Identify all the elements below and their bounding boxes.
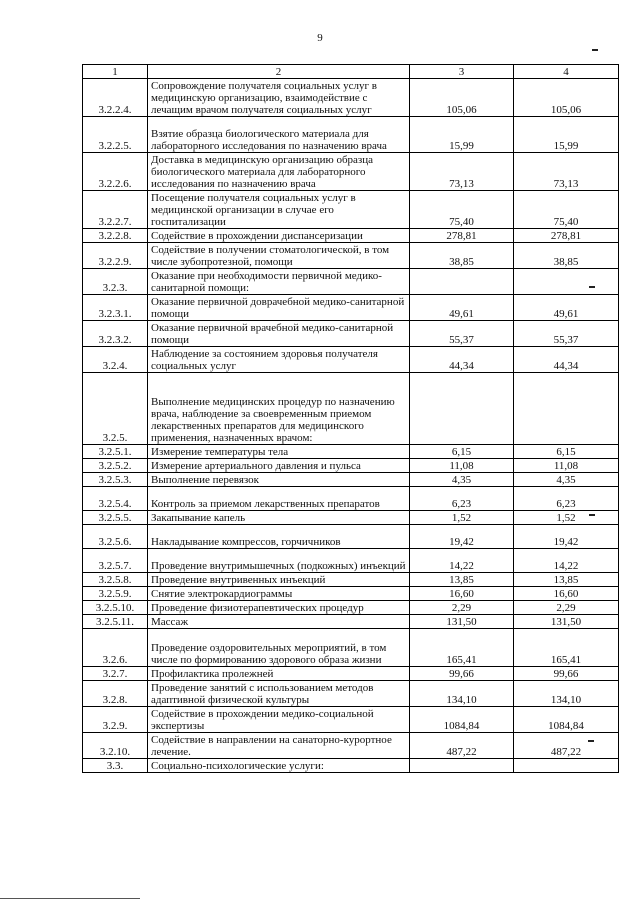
row-code: 3.2.2.5. (83, 117, 148, 153)
row-value-col4: 1,52 (514, 511, 619, 525)
row-value-col4: 1084,84 (514, 707, 619, 733)
row-code: 3.2.2.8. (83, 229, 148, 243)
row-service-name: Выполнение перевязок (148, 473, 410, 487)
row-value-col3: 6,23 (410, 487, 514, 511)
row-value-col3: 134,10 (410, 681, 514, 707)
row-code: 3.2.4. (83, 347, 148, 373)
row-code: 3.2.5. (83, 373, 148, 445)
row-code: 3.2.5.10. (83, 601, 148, 615)
table-row (83, 707, 619, 733)
row-value-col4: 11,08 (514, 459, 619, 473)
row-value-col4: 75,40 (514, 191, 619, 229)
row-value-col3: 11,08 (410, 459, 514, 473)
row-value-col3: 15,99 (410, 117, 514, 153)
services-tariff-table (82, 64, 619, 773)
row-service-name: Проведение внутримышечных (подкожных) инъекций (148, 549, 410, 573)
row-code: 3.2.5.11. (83, 615, 148, 629)
row-service-name: Оказание первичной доврачебной медико-санитарной помощи (148, 295, 410, 321)
table-row (83, 587, 619, 601)
row-service-name: Взятие образца биологического материала для лабораторного исследования по назначению врача (148, 117, 410, 153)
row-service-name: Проведение оздоровительных мероприятий, в том числе по формированию здорового образа жизни (148, 629, 410, 667)
row-value-col4: 134,10 (514, 681, 619, 707)
row-value-col4: 16,60 (514, 587, 619, 601)
scan-mark (592, 49, 598, 51)
row-service-name: Накладывание компрессов, горчичников (148, 525, 410, 549)
row-value-col4: 38,85 (514, 243, 619, 269)
table-row (83, 573, 619, 587)
row-service-name: Проведение занятий с использованием методов адаптивной физической культуры (148, 681, 410, 707)
row-value-col4 (514, 269, 619, 295)
table-row (83, 79, 619, 117)
table-row (83, 525, 619, 549)
page-number: 9 (317, 32, 323, 44)
row-value-col3 (410, 373, 514, 445)
table-row (83, 681, 619, 707)
table-header-row (83, 65, 619, 79)
row-value-col3: 4,35 (410, 473, 514, 487)
row-code: 3.2.2.9. (83, 243, 148, 269)
row-value-col3: 1084,84 (410, 707, 514, 733)
row-service-name: Закапывание капель (148, 511, 410, 525)
row-service-name: Измерение артериального давления и пульса (148, 459, 410, 473)
row-value-col4: 14,22 (514, 549, 619, 573)
row-code: 3.2.3.2. (83, 321, 148, 347)
row-service-name: Проведение физиотерапевтических процедур (148, 601, 410, 615)
row-service-name: Сопровождение получателя социальных услуг в медицинскую организацию, взаимодействие с лечащим врачом получателя социальных услуг (148, 79, 410, 117)
row-service-name: Социально-психологические услуги: (148, 759, 410, 773)
row-value-col3 (410, 269, 514, 295)
table-row (83, 269, 619, 295)
table-row (83, 473, 619, 487)
column-header: 3 (410, 65, 514, 79)
row-value-col3: 131,50 (410, 615, 514, 629)
column-header: 1 (83, 65, 148, 79)
row-code: 3.2.5.5. (83, 511, 148, 525)
column-header: 2 (148, 65, 410, 79)
row-code: 3.2.5.4. (83, 487, 148, 511)
row-code: 3.2.3.1. (83, 295, 148, 321)
row-code: 3.2.5.7. (83, 549, 148, 573)
row-value-col3: 165,41 (410, 629, 514, 667)
row-service-name: Измерение температуры тела (148, 445, 410, 459)
row-code: 3.2.5.1. (83, 445, 148, 459)
table-row (83, 153, 619, 191)
table-row (83, 117, 619, 153)
row-value-col3: 99,66 (410, 667, 514, 681)
table-row (83, 191, 619, 229)
row-value-col3 (410, 759, 514, 773)
row-code: 3.2.8. (83, 681, 148, 707)
row-code: 3.3. (83, 759, 148, 773)
row-value-col4: 105,06 (514, 79, 619, 117)
table-row (83, 487, 619, 511)
row-service-name: Содействие в направлении на санаторно-курортное лечение. (148, 733, 410, 759)
row-value-col3: 73,13 (410, 153, 514, 191)
row-code: 3.2.7. (83, 667, 148, 681)
row-value-col4: 49,61 (514, 295, 619, 321)
row-value-col4: 6,23 (514, 487, 619, 511)
row-code: 3.2.2.6. (83, 153, 148, 191)
table-row (83, 759, 619, 773)
row-service-name: Доставка в медицинскую организацию образца биологического материала для лабораторного исследования по назначению врача (148, 153, 410, 191)
row-service-name: Контроль за приемом лекарственных препаратов (148, 487, 410, 511)
row-service-name: Содействие в прохождении медико-социальной экспертизы (148, 707, 410, 733)
row-service-name: Выполнение медицинских процедур по назначению врача, наблюдение за своевременным приемом лекарственных препаратов для медицинского применения, назначенных врачом: (148, 373, 410, 445)
table-row (83, 667, 619, 681)
row-value-col3: 75,40 (410, 191, 514, 229)
row-value-col4: 55,37 (514, 321, 619, 347)
table-row (83, 445, 619, 459)
table-row (83, 511, 619, 525)
row-value-col3: 278,81 (410, 229, 514, 243)
row-value-col3: 1,52 (410, 511, 514, 525)
row-value-col4: 99,66 (514, 667, 619, 681)
row-code: 3.2.2.7. (83, 191, 148, 229)
row-value-col4: 4,35 (514, 473, 619, 487)
row-value-col3: 105,06 (410, 79, 514, 117)
row-code: 3.2.5.2. (83, 459, 148, 473)
row-value-col3: 19,42 (410, 525, 514, 549)
table-row (83, 629, 619, 667)
row-value-col4: 19,42 (514, 525, 619, 549)
footnote-rule (0, 898, 140, 899)
table-row (83, 549, 619, 573)
row-value-col3: 6,15 (410, 445, 514, 459)
row-value-col3: 2,29 (410, 601, 514, 615)
row-value-col4: 2,29 (514, 601, 619, 615)
row-service-name: Проведение внутривенных инъекций (148, 573, 410, 587)
row-value-col4: 73,13 (514, 153, 619, 191)
row-code: 3.2.2.4. (83, 79, 148, 117)
row-service-name: Массаж (148, 615, 410, 629)
table-row (83, 229, 619, 243)
row-code: 3.2.6. (83, 629, 148, 667)
row-value-col4: 131,50 (514, 615, 619, 629)
row-value-col4: 15,99 (514, 117, 619, 153)
row-value-col3: 38,85 (410, 243, 514, 269)
table-row (83, 373, 619, 445)
table-row (83, 615, 619, 629)
row-code: 3.2.10. (83, 733, 148, 759)
row-code: 3.2.5.8. (83, 573, 148, 587)
row-value-col3: 44,34 (410, 347, 514, 373)
row-code: 3.2.9. (83, 707, 148, 733)
row-service-name: Наблюдение за состоянием здоровья получателя социальных услуг (148, 347, 410, 373)
row-service-name: Оказание первичной врачебной медико-санитарной помощи (148, 321, 410, 347)
row-code: 3.2.5.6. (83, 525, 148, 549)
row-code: 3.2.5.9. (83, 587, 148, 601)
table-row (83, 295, 619, 321)
row-code: 3.2.5.3. (83, 473, 148, 487)
row-value-col4 (514, 373, 619, 445)
row-value-col3: 487,22 (410, 733, 514, 759)
row-value-col3: 49,61 (410, 295, 514, 321)
column-header: 4 (514, 65, 619, 79)
row-service-name: Профилактика пролежней (148, 667, 410, 681)
row-value-col4: 165,41 (514, 629, 619, 667)
row-value-col4 (514, 759, 619, 773)
table-row (83, 321, 619, 347)
row-value-col3: 16,60 (410, 587, 514, 601)
row-service-name: Оказание при необходимости первичной медико-санитарной помощи: (148, 269, 410, 295)
row-value-col3: 14,22 (410, 549, 514, 573)
row-value-col3: 55,37 (410, 321, 514, 347)
row-service-name: Снятие электрокардиограммы (148, 587, 410, 601)
table-row (83, 733, 619, 759)
table-row (83, 601, 619, 615)
row-value-col3: 13,85 (410, 573, 514, 587)
table-row (83, 347, 619, 373)
row-service-name: Содействие в прохождении диспансеризации (148, 229, 410, 243)
row-value-col4: 44,34 (514, 347, 619, 373)
table-row (83, 243, 619, 269)
table-row (83, 459, 619, 473)
row-code: 3.2.3. (83, 269, 148, 295)
row-value-col4: 13,85 (514, 573, 619, 587)
row-value-col4: 278,81 (514, 229, 619, 243)
row-service-name: Содействие в получении стоматологической, в том числе зубопротезной, помощи (148, 243, 410, 269)
row-value-col4: 487,22 (514, 733, 619, 759)
row-value-col4: 6,15 (514, 445, 619, 459)
row-service-name: Посещение получателя социальных услуг в медицинской организации в случае его госпитализации (148, 191, 410, 229)
